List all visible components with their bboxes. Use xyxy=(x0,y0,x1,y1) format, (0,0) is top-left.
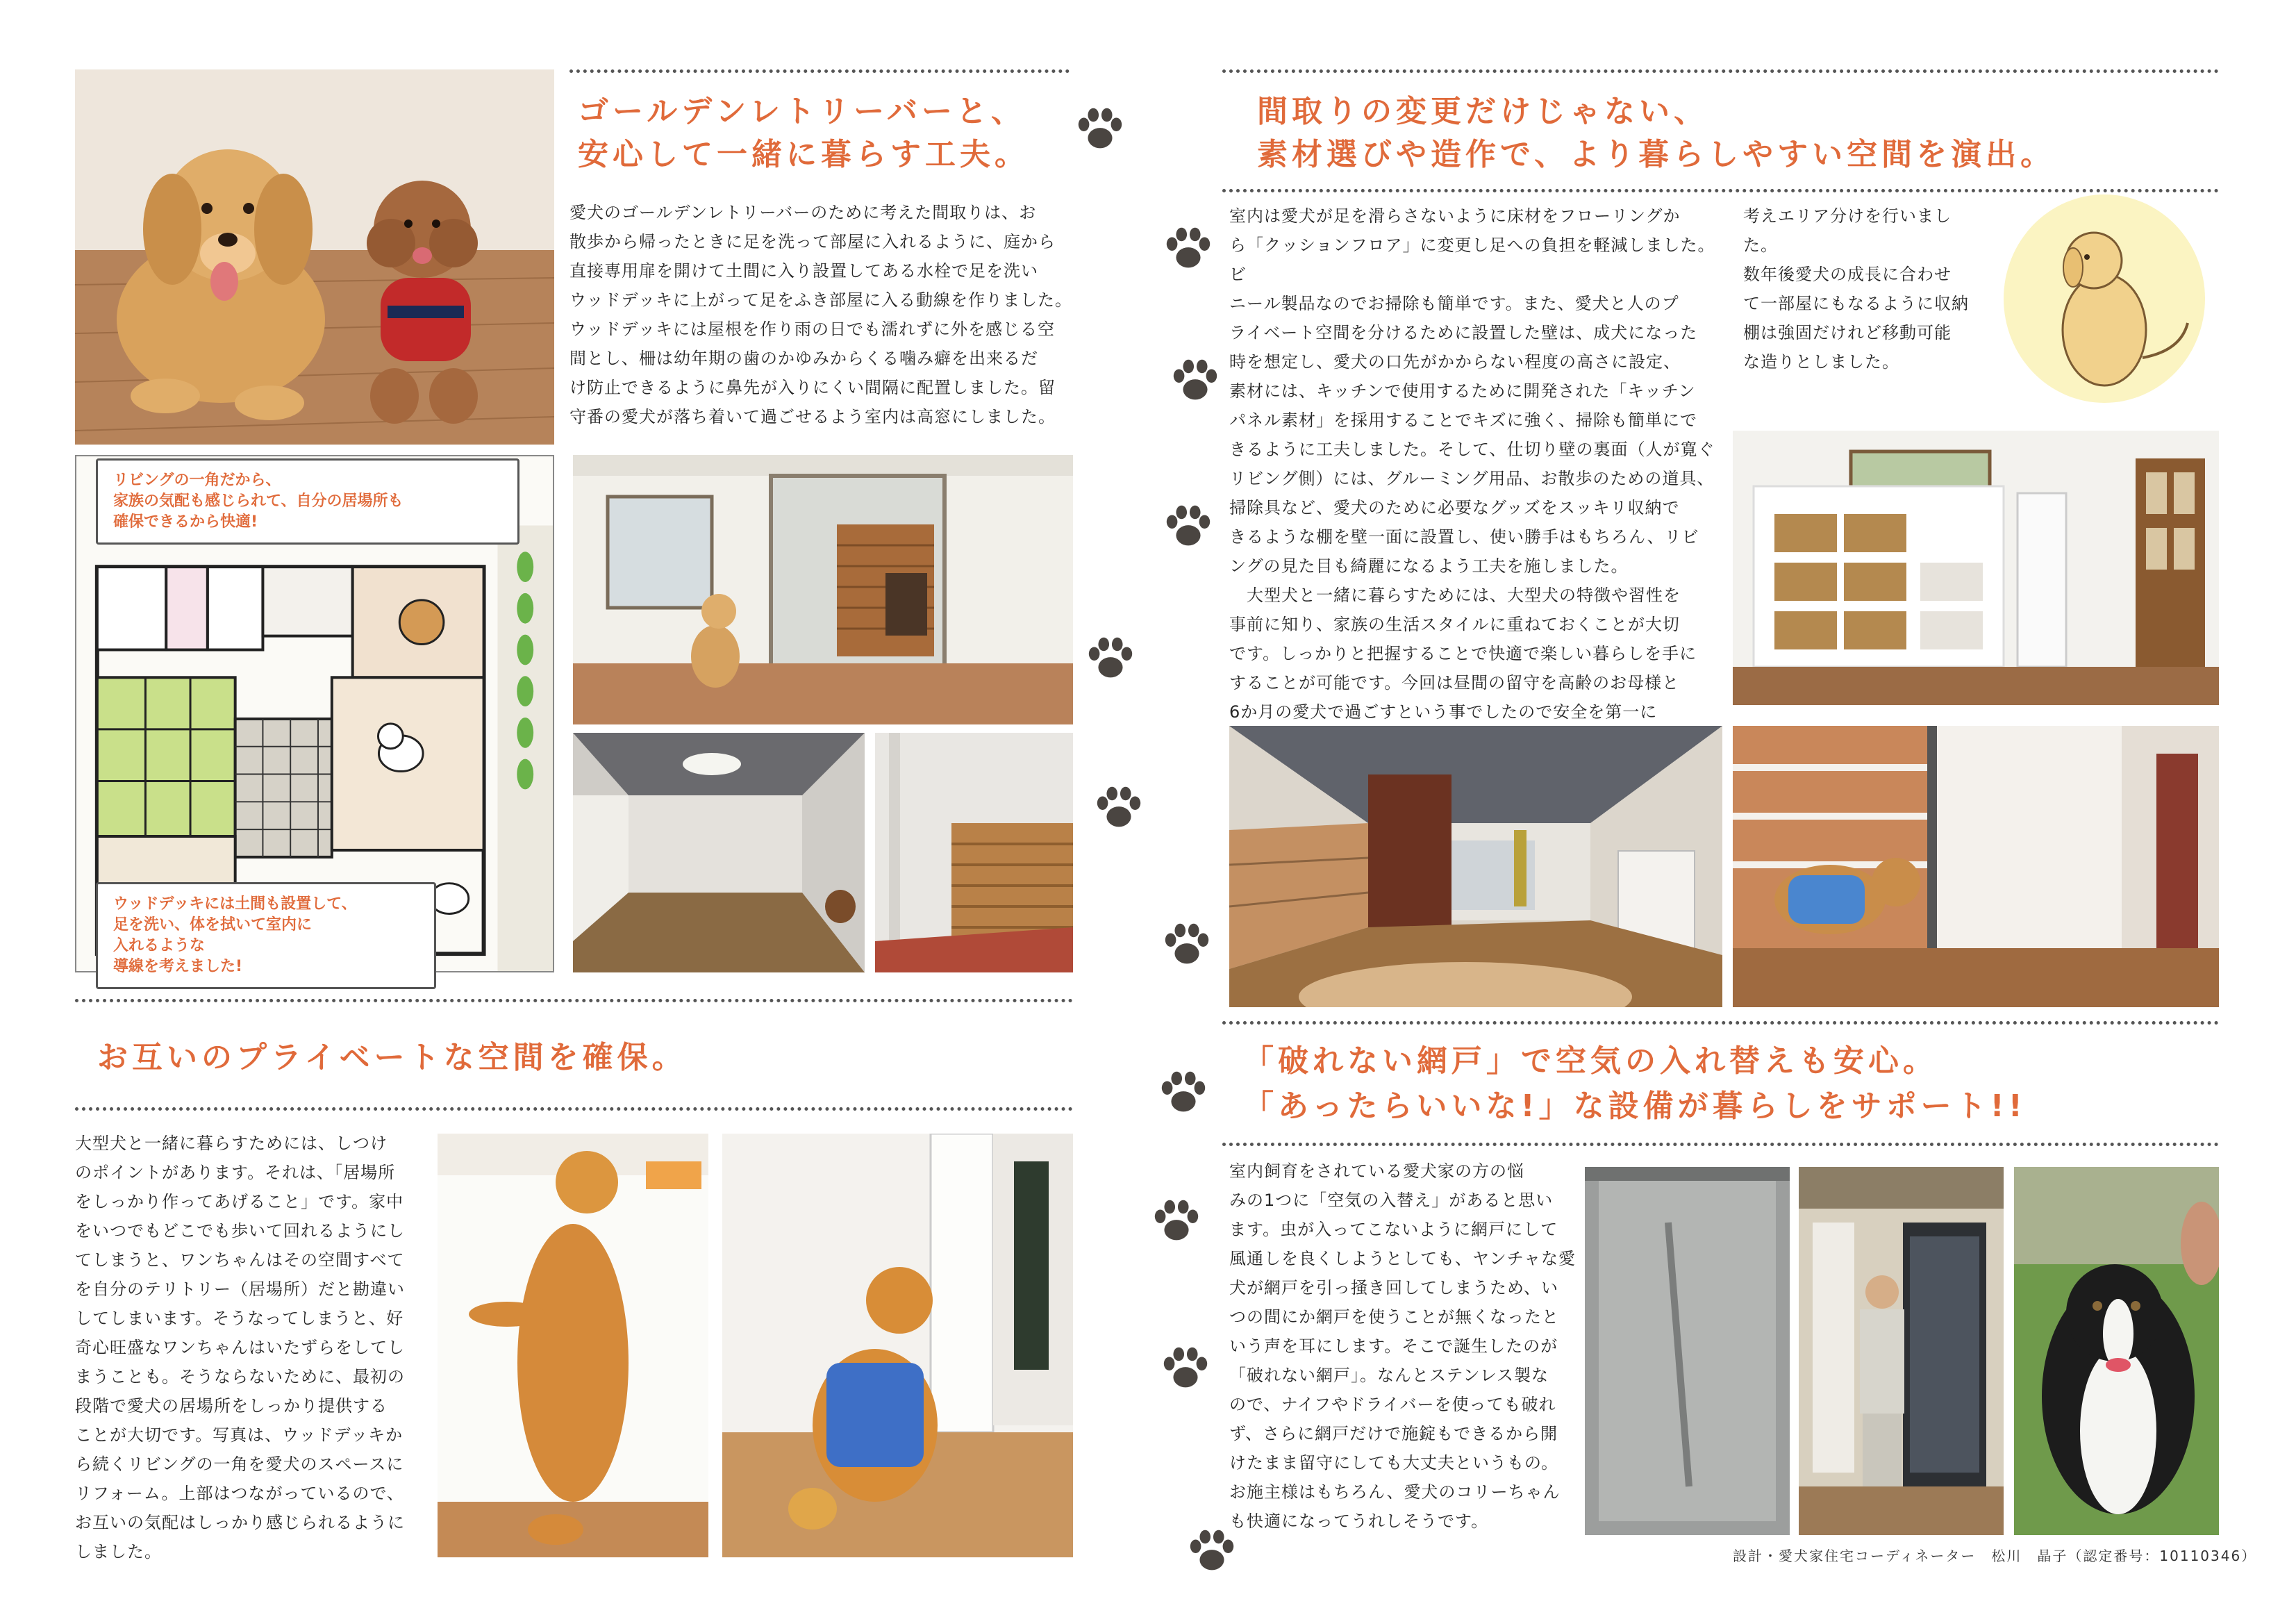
designer-credit: 設計・愛犬家住宅コーディネーター 松川 晶子（認定番号：10110346） xyxy=(1733,1548,2257,1564)
paw-print-icon xyxy=(1083,632,1138,686)
section1-heading-line2: 安心して一緒に暮らす工夫。 xyxy=(578,137,1029,172)
section4-heading-line2: 「あったらいいな!」な設備が暮らしをサポート!! xyxy=(1243,1088,2027,1124)
section1-heading-line1: ゴールデンレトリーバーと、 xyxy=(578,94,1026,129)
section3-body: 大型犬と一緒に暮らすためには、しつけ のポイントがあります。それは、「居場所 をしっかり作ってあげること」です。家中 をいつでもどこでも歩いて回れるようにし てしまうと、ワンちゃんはその空間すべて を自分のテリトリー（居場所）だと勘違い してしまいます。そうなってしまうと、好 奇心旺盛なワンちゃんはいたずらをしてし まうことも。そうならないために、最初の 段階で愛犬の居場所をしっかり提供する ことが大切です。写真は、ウッドデッキか ら続くリビングの一角を愛犬のスペースに リフォーム。上部はつながっているので、 お互いの気配はしっかり感じられるように しました。 xyxy=(75,1134,405,1561)
section2-heading-line2: 素材選びや造作で、より暮らしやすい空間を演出。 xyxy=(1257,137,2056,172)
paw-print-icon xyxy=(1161,222,1215,276)
shelves-room-photo xyxy=(1733,431,2219,705)
hero-dogs-photo xyxy=(75,69,554,445)
section2-rule-bottom xyxy=(1222,1021,2219,1025)
section1-rule-top xyxy=(569,69,1070,73)
paw-print-icon xyxy=(1168,354,1222,408)
dog-glass-door-photo xyxy=(1733,726,2219,1007)
section4-body: 室内飼育をされている愛犬家の方の悩 みの1つに「空気の入替え」があると思い ます。虫が入ってこないように網戸にして 風通しを良くしようとしても、ヤンチャな愛 犬が網戸を引っ掻き回してしまうため、い つの間にか網戸を使うことが無くなったと いう声を耳にします。そこで誕生したのが 「破れない網戸」。なんとステンレス製な ので、ナイフやドライバーを使っても破れ ず、さらに網戸だけで施錠もできるから開 けたまま留守にしても大丈夫というもの。 お施主様はもちろん、愛犬のコリーちゃん も快適になってうれしそうです。 xyxy=(1229,1161,1577,1531)
section2-heading-line1: 間取りの変更だけじゃない、 xyxy=(1257,94,1708,129)
section4-rule xyxy=(1222,1143,2219,1146)
section1-body: 愛犬のゴールデンレトリーバーのために考えた間取りは、お 散歩から帰ったときに足を洗って部屋に入れるように、庭から 直接専用扉を開けて土間に入り設置してある水栓で足を洗い ウッドデッキに上がって足をふき部屋に入る動線を作りました。 ウッドデッキには屋根を作り雨の日でも濡れずに外を感じる空 間とし、柵は幼年期の歯のかゆみからくる噛み癖を出来るだ け防止できるように鼻先が入りにくい間隔に配置しました。留 守番の愛犬が落ち着いて過ごせるよう室内は高窓にしました。 xyxy=(569,203,1073,426)
dog-illustration xyxy=(2000,191,2208,406)
section2-body: 室内は愛犬が足を滑らさないように床材をフローリングか ら「クッションフロア」に変更し足への負担を軽減しました。ビ ニール製品なのでお掃除も簡単です。また、愛犬と人のプ ライベート空間を分けるために設置した壁は、成犬になった 時を想定し、愛犬の口先がかからない程度の高さに設定、 素材には、キッチンで使用するために開発された「キッチン パネル素材」を採用することでキズに強く、掃除も簡単にで きるように工夫しました。そして、仕切り壁の裏面（人が寛ぐ リビング側）には、グルーミング用品、お散歩のための道具、 掃除具など、愛犬のために必要なグッズをスッキリ収納で きるような棚を壁一面に設置し、使い勝手はもちろん、リビ ングの見た目も綺麗になるよう工夫を施しました。 大型犬と一緒に暮らすためには、大型犬の特徴や習性を 事前に知り、家族の生活スタイルに重ねておくことが大切 です。しっかりと把握することで快適で楽しい暮らしを手に することが可能です。今回は昼間の留守を高齢のお母様と 6か月の愛犬で過ごすという事でしたので安全を第一に xyxy=(1229,206,1715,722)
corridor-render-photo xyxy=(573,733,865,972)
paw-print-icon xyxy=(1158,1342,1213,1396)
paw-print-icon xyxy=(1149,1195,1204,1249)
man-screen-door-photo xyxy=(1799,1167,2004,1535)
callout-wood-deck: ウッドデッキには土間も設置して、 足を洗い、体を拭いて室内に 入れるような 導線を考えました! xyxy=(96,882,436,989)
section4-heading-line1: 「破れない網戸」で空気の入れ替えも安心。 xyxy=(1243,1043,1938,1079)
kitchen-render-photo xyxy=(1229,726,1722,1007)
section2-body-right: 考えエリア分けを行いました。 数年後愛犬の成長に合わせ て一部屋にもなるように収納 棚は強固だけれど移動可能 な造りとしました。 xyxy=(1743,206,1969,372)
section1-rule-bottom xyxy=(75,999,1073,1002)
paw-print-icon xyxy=(1092,781,1146,836)
callout-living-corner: リビングの一角だから、 家族の気配も感じられて、自分の居場所も 確保できるから快適! xyxy=(96,458,519,545)
paw-print-icon xyxy=(1185,1525,1239,1579)
paw-print-icon xyxy=(1161,500,1215,554)
section3-rule xyxy=(75,1107,1073,1111)
deck-render-photo xyxy=(875,733,1073,972)
room-with-dog-photo xyxy=(573,455,1073,724)
section2-rule-top xyxy=(1222,69,2219,73)
dog-standing-wall-photo xyxy=(438,1134,708,1557)
section3-heading: お互いのプライベートな空間を確保。 xyxy=(97,1040,687,1075)
paw-print-icon xyxy=(1156,1066,1211,1120)
paw-print-icon xyxy=(1160,918,1214,972)
screen-mesh-photo xyxy=(1585,1167,1790,1535)
collie-photo xyxy=(2014,1167,2219,1535)
dog-jersey-photo xyxy=(722,1134,1073,1557)
paw-print-icon xyxy=(1073,103,1127,157)
